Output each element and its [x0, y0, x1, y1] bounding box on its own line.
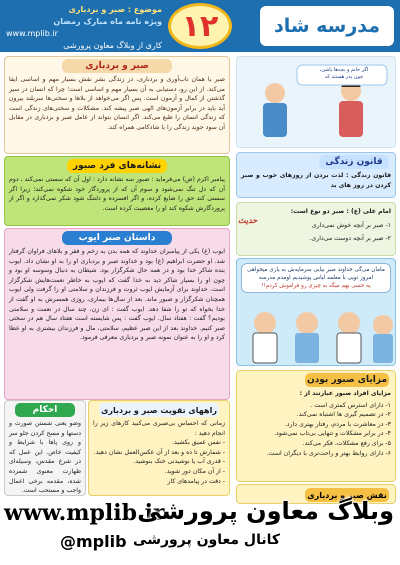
ways-item: زمانی که احساس بی‌صبری می‌کنید کارهای زیر را انجام دهید : — [93, 420, 225, 437]
sabr-title: صبر و بردباری — [62, 59, 172, 73]
law-section — [236, 152, 396, 198]
comic-students-icon — [237, 259, 396, 366]
comic-line-3: یه حسی بهم میگه به چیزی رو فراموش کردم!! — [261, 283, 371, 289]
signs-text: پیامبر اکرم (ص) می‌فرماید : صبور سه نشانه دارد : اول آن که سستی نمی‌کند ، دوم آن که دل تنگ نمی‌شود و سوم آن که از پروردگار خود شکوه نمی‌کند؛ زیرا اگر سستی کند حق را ضایع کرده، و اگر افسرده و دلتنگ شود شکر نمی‌گذارد و اگر از پروردگارش شکوه کند او را معصیت کرده است. — [9, 176, 225, 212]
imam-item-2: ۲- صبر بر آنچه دوست می‌داری. — [309, 235, 391, 243]
rulings-text: وضو یعنی شستن صورت و دستها و مسح کردن جلو سر و روی پاها با شرایط و کیفیت خاص. این عمل که در شرع مقدس، وسیله‌ای طهارت معنوی شمرده شده، مقدمه برخی اعمال واجب و مستحب است. — [9, 420, 81, 495]
benefit-item: ۳- در معاشرت با مردم، رفتار بهتری دارد. — [284, 420, 391, 428]
role-title: نقش صبر و بردباری — [305, 488, 389, 502]
comic-line-2: امروز تویی با معلمه لباس پوشیدیم اومدم مدرسه — [258, 275, 374, 281]
header-info — [6, 4, 162, 48]
issue-number-badge — [168, 3, 232, 49]
benefits-list — [237, 401, 395, 461]
comic-line-1: مامان می‌گی خداوند صبر بیایی سرمایه‌ش به یاری میخواهی — [247, 267, 385, 273]
footer-channel: کانال معاون پرورشی — [133, 532, 280, 548]
brand-box — [260, 6, 394, 46]
ways-item: - از آن مکان دور شوید. — [164, 467, 225, 475]
benefit-item: ۵- برای رفع مشکلات، فکر می‌کند. — [302, 439, 391, 447]
benefit-item: ۶- دارای روابط بهتر و راحت‌تری با دیگران است. — [266, 449, 391, 457]
rulings-title: احکام — [15, 403, 75, 417]
sabr-text: صبر یا همان تاب‌آوری و بردباری، در زندگی بشر نقش بسیار مهم و اساسی ایفا می‌کند. از این رو، دستیابی به آن بسیار مهم و اساسی است؛ چرا که انسان در سیر گذشتن از کمال و آزمون است. پس اگر می‌خواهد از بلاها و سختی‌ها سربلند بیرون آید باید در برابر آزمون‌های الهی صبر پیشه کند. مشکلات و سختی‌های زندگی است که زندگی انسان را طبع می‌کند. اگر انسان بتواند از عامل صبر و بردباری در مقابل آن سود جوید زندگی را با شادکامی همراه کند. — [9, 76, 225, 131]
image-caption-1: اگر خانم و بچه‌ها باشن، — [319, 67, 369, 73]
imam-heading: امام علی (ع) : صبر دو نوع است: — [290, 208, 391, 215]
publisher-label: کاری از وبلاگ معاون پرورشی — [63, 41, 162, 50]
ways-item: - دقت در پیامدهای کار — [167, 477, 225, 485]
header-site[interactable]: www.mplib.ir — [6, 29, 58, 38]
signs-section — [4, 156, 230, 226]
hadith-badge: حدیث — [238, 216, 258, 225]
rulings-section — [4, 400, 86, 496]
law-text: قانون زندگی : لذت بردن از روزهای خوب و صبر کردن در روز های بد — [241, 172, 391, 189]
ways-section — [88, 400, 230, 496]
footer-blog-title: وبلاگ معاون پرورشی — [137, 497, 394, 525]
image-caption-2: چون پدر هستند که — [324, 74, 364, 80]
benefits-intro: مزایای افراد صبور عبارتند از : — [299, 390, 391, 397]
ways-item: - قدری آب یا نوشیدنی خنک بنوشید. — [133, 458, 225, 466]
benefit-item: ۴- در برابر مشکلات و تنهایی بی‌تاب نمی‌شود. — [274, 430, 391, 438]
ways-title: راههای تقویت صبر و بردباری — [99, 403, 219, 417]
header — [0, 0, 400, 52]
imam-item-1: ۱- صبر بر آنچه خوش نمی‌داری — [311, 221, 391, 229]
signs-title: نشانه‌های فرد صبور — [67, 159, 167, 173]
footer-handle[interactable]: @mplib — [60, 532, 127, 551]
story-title: داستان صبر ایوب — [62, 231, 172, 245]
special-label: ویژه نامه ماه مبارک رمضان — [53, 17, 162, 26]
benefit-item: ۱- دارای استرس کمتری است . — [310, 401, 391, 409]
footer-url[interactable]: www.mplib.ir — [4, 500, 165, 526]
comic-strip — [236, 258, 396, 366]
law-title: قانون زندگی — [319, 155, 389, 169]
imam-section — [236, 202, 396, 256]
issue-number: ۱۲ — [181, 8, 219, 44]
ways-item: - نفس عمیق بکشید. — [172, 439, 225, 447]
brand-title: مدرسه شاد — [273, 15, 381, 37]
ways-list — [89, 417, 229, 488]
story-text: ایوب (ع) یکی از پیامبران خداوند که همه بدن به زخم و فقر و بلاهای فراوان گرفتار شد. او حضرت ابراهیم (ع) بود و خداوند صبر و بردباری او را به او نشان داد. ایوب بنده شاکر خدا بود و در همه حال شکرگزار بود. شیطان به دنبال وسوسه او بود و چون او را بسیار شاکر دید به خدا گفت که ایوب به خاطر نعمت‌هایش شکرگزار است. خداوند برای آزمایش ایوب ثروت و فرزندان و سلامتی او را گرفت ولی ایوب همچنان شکرگزار و صبور ماند. بعد از سال‌ها بیماری، روزی همسرش به او گفت از خدا بخواه که تو را شفا دهد. ایوب گفت : ای زن، چند سال در نعمت و سلامتی بودیم؟ گفت : هفتاد سال. ایوب گفت : پس شایسته است هفتاد سال هم در سختی صبر کنیم. خداوند بعد از این صبر عظیم، سلامتی، مال و فرزندان بیشتری به او عطا کرد و او را به عنوان نمونه صبر و بردباری معرفی فرمود. — [9, 248, 225, 342]
benefits-title: مزایای صبور بودن — [306, 375, 388, 385]
ways-item: - شمارش تا ده و بعد از آن عکس‌العمل نشان دهید. — [93, 448, 225, 456]
subject-label: موضوع : صبر و بردباری — [68, 5, 162, 14]
story-section — [4, 228, 230, 400]
benefit-item: ۲- در تصمیم گیری ها اشتباه نمی‌کند. — [296, 411, 391, 419]
sabr-section — [4, 56, 230, 154]
cartoon-illustration — [236, 56, 396, 148]
benefits-section — [236, 370, 396, 482]
